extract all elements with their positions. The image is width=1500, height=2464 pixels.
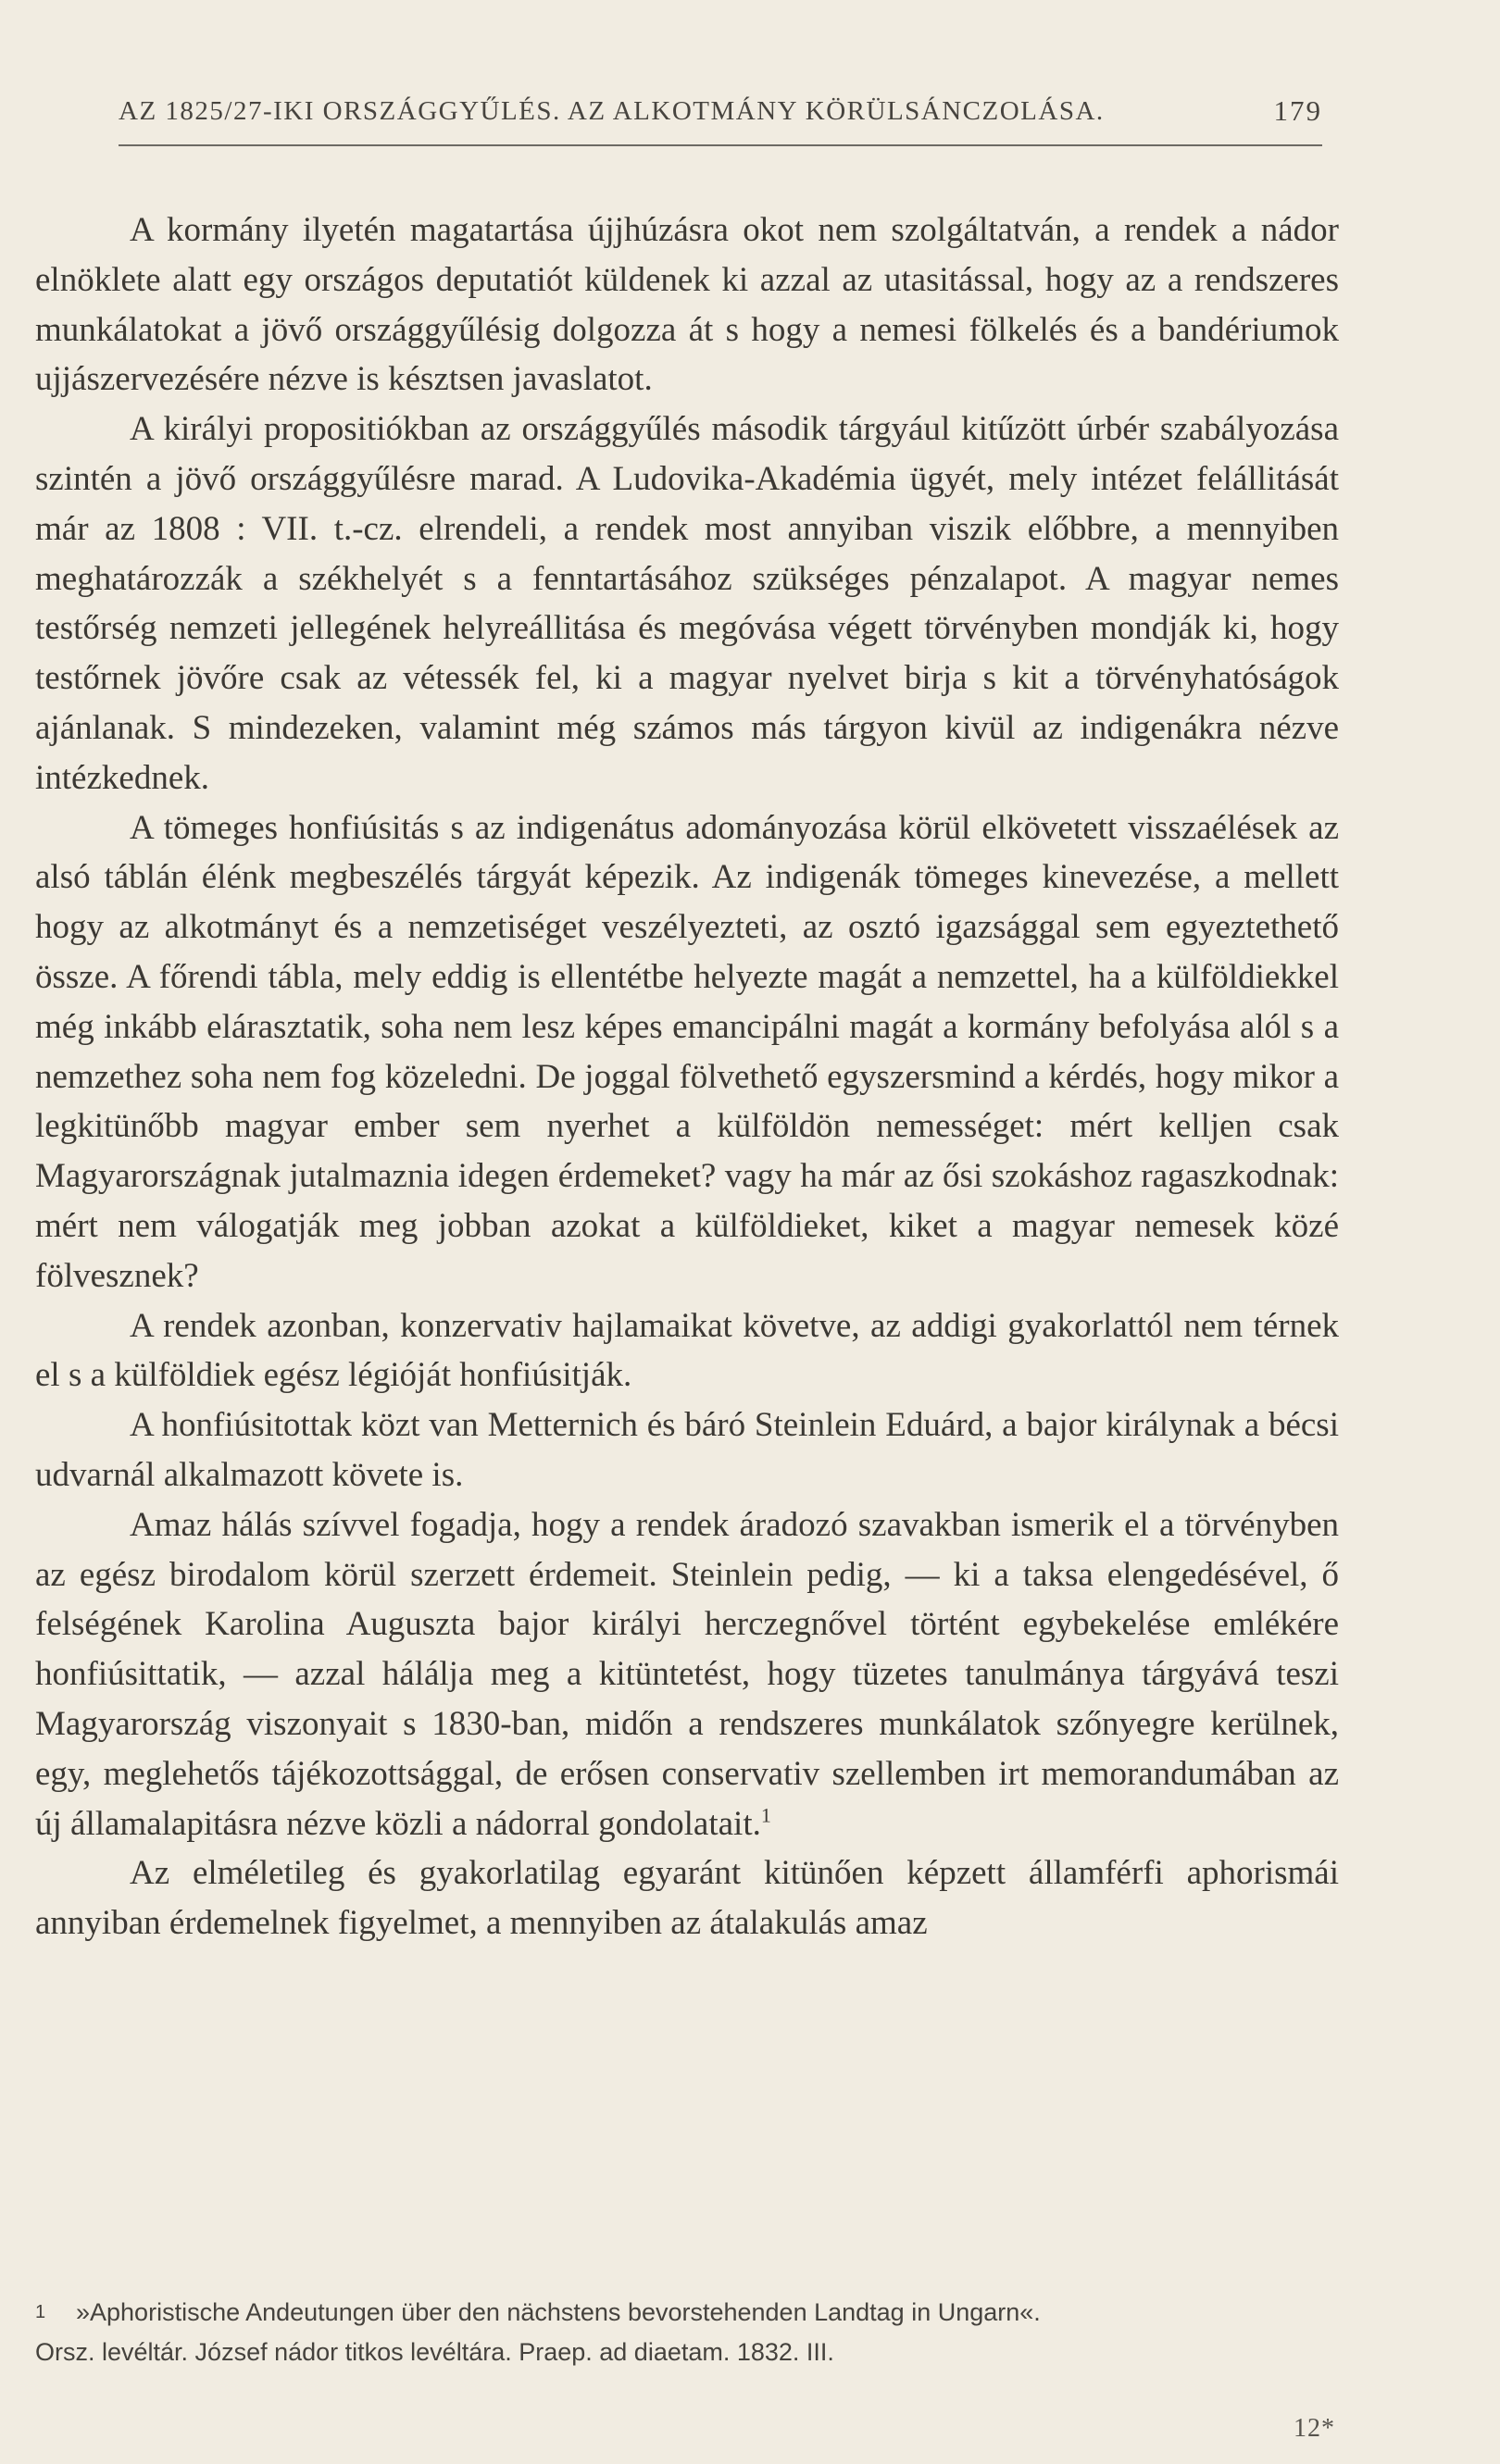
paragraph: A királyi propositiókban az országgyűlés második tárgyául kitűzött úrbér szabályozása szintén a jövő országgyűlésre marad. A Ludovika-Akadémia ügyét, mely intézet felállitását már az 1808 : VII. t.-cz. elrendeli, a rendek most annyiban viszik előbbre, a mennyiben meghatározzák a székhelyét s a fenntartásához szükséges pénzalapot. A magyar nemes testőrség nemzeti jellegének helyreállitása és megóvása végett törvényben mondják ki, hogy testőrnek jövőre csak az vétessék fel, ki a magyar nyelvet birja s kit a törvényhatóságok ajánlanak. S mindezeken, valamint még számos más tárgyon kivül az indigenákra nézve intézkednek. [35, 410, 1339, 797]
footnote-reference: 1 [760, 1803, 771, 1827]
footnote-text: Orsz. levéltár. József nádor titkos levéltára. Praep. ad diaetam. 1832. III. [35, 2338, 834, 2366]
paragraph: A honfiúsitottak közt van Metternich és báró Steinlein Eduárd, a bajor királynak a bécsi udvarnál alkalmazott követe is. [35, 1406, 1339, 1494]
running-title: AZ 1825/27-IKI ORSZÁGGYŰLÉS. AZ ALKOTMÁNY KÖRÜLSÁNCZOLÁSA. [119, 96, 1105, 126]
paragraph: Amaz hálás szívvel fogadja, hogy a rendek áradozó szavakban ismerik el a törvényben az egész birodalom körül szerzett érdemeit. Steinlein pedig, — ki a taksa elengedésével, ő felségének Karolina Auguszta bajor királyi herczegnővel történt egybekelése emlékére honfiúsittatik, — azzal hálálja meg a kitüntetést, hogy tüzetes tanulmánya tárgyává teszi Magyarország viszonyait s 1830-ban, midőn a rendszeres munkálatok szőnyegre kerülnek, egy, meglehetős tájékozottsággal, de erősen conservativ szellemben irt memorandumában az új államalapitásra nézve közli a nádorral gondolatait.$^1$ [35, 1505, 1339, 1843]
paragraph: Az elméletileg és gyakorlatilag egyaránt kitünően képzett államférfi aphorismái annyiban érdemelnek figyelmet, a mennyiben az átalakulás amaz [35, 1854, 1339, 1943]
paragraph: A rendek azonban, konzervativ hajlamaikat követve, az addigi gyakorlattól nem térnek el s a külföldiek egész légióját honfiúsitják. [35, 1306, 1339, 1395]
footnote-mark: 1 [35, 2302, 46, 2322]
footnote-continuation [35, 2333, 1339, 2371]
footnote [35, 2294, 1339, 2331]
footnote-text: »Aphoristische Andeutungen über den nächstens bevorstehenden Landtag in Ungarn«. [76, 2298, 1041, 2326]
signature-mark: 12* [1294, 2414, 1335, 2443]
running-header [119, 89, 1322, 146]
page-number: 179 [1273, 94, 1322, 127]
paragraph: A kormány ilyetén magatartása újjhúzásra okot nem szolgáltatván, a rendek a nádor elnöklete alatt egy országos deputatiót küldenek ki azzal az utasitással, hogy az a rendszeres munkálatokat a jövő országgyűlésig dolgozza át s hogy a nemesi fölkelés és a bandériumok ujjászervezésére nézve is késztsen javaslatot. [35, 211, 1339, 399]
body-text [35, 205, 1339, 1948]
paragraph: A tömeges honfiúsitás s az indigenátus adományozása körül elkövetett visszaélések az alsó táblán élénk megbeszélés tárgyát képezik. Az indigenák tömeges kinevezése, a mellett hogy az alkotmányt és a nemzetiséget veszélyezteti, az osztó igazsággal sem egyeztethető össze. A főrendi tábla, mely eddig is ellentétbe helyezte magát a nemzettel, ha a külföldiekkel még inkább elárasztatik, soha nem lesz képes emancipálni magát a kormány befolyása alól s a nemzethez soha nem fog közeledni. De joggal fölvethető egyszersmind a kérdés, hogy mikor a legkitünőbb magyar ember sem nyerhet a külföldön nemességet: mért kelljen csak Magyarországnak jutalmaznia idegen érdemeket? vagy ha már az ősi szokáshoz ragaszkodnak: mért nem válogatják meg jobban azokat a külföldieket, kiket a magyar nemesek közé fölvesznek? [35, 808, 1339, 1295]
